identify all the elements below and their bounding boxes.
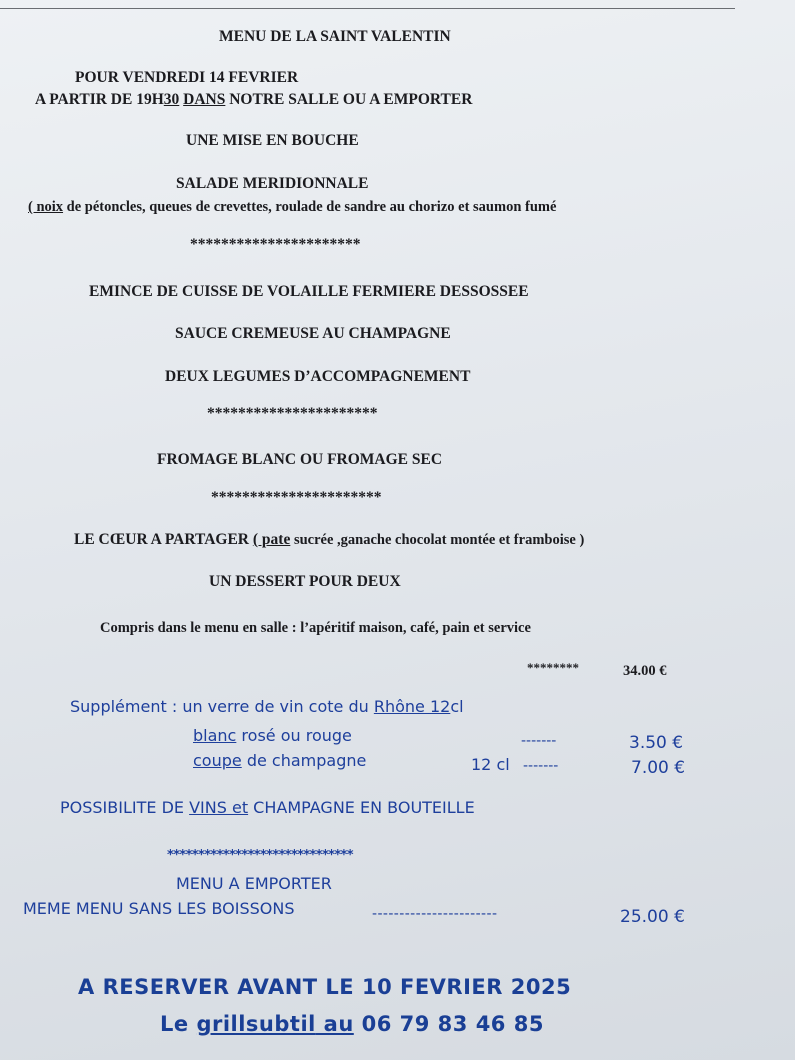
- main-course: EMINCE DE CUISSE DE VOLAILLE FERMIERE DESSOSSEE: [89, 283, 529, 300]
- time-line: A PARTIR DE 19H30 DANS NOTRE SALLE OU A EMPORTER: [35, 91, 473, 108]
- salad-title: SALADE MERIDIONNALE: [176, 175, 369, 192]
- contact-line: Le grillsubtil au 06 79 83 46 85: [160, 1012, 544, 1036]
- date-line: POUR VENDREDI 14 FEVRIER: [75, 69, 299, 86]
- takeaway-dashes: -----------------------: [372, 906, 498, 922]
- salad-description: ( noix de pétoncles, queues de crevettes, roulade de sandre au chorizo et saumon fumé: [28, 199, 557, 215]
- separator-2: **********************: [207, 405, 378, 422]
- takeaway-price: 25.00 €: [620, 907, 685, 927]
- supplement-line-2: blanc rosé ou rouge: [193, 726, 352, 745]
- dessert-line: LE CŒUR A PARTAGER ( pate sucrée ,ganache chocolat montée et framboise ): [74, 531, 585, 548]
- supplement-line-2-dashes: -------: [521, 733, 557, 749]
- supplement-line-3-price: 7.00 €: [631, 758, 686, 778]
- takeaway-description: MEME MENU SANS LES BOISSONS: [23, 899, 295, 918]
- takeaway-title: MENU A EMPORTER: [176, 874, 332, 893]
- menu-price: 34.00 €: [623, 663, 667, 679]
- supplement-line-3-dashes: -------: [523, 758, 559, 774]
- dessert-for-two: UN DESSERT POUR DEUX: [209, 573, 401, 590]
- supplement-line-1: Supplément : un verre de vin cote du Rhône 12cl: [70, 697, 464, 716]
- supplement-line-2-price: 3.50 €: [629, 733, 684, 753]
- separator-3: **********************: [211, 489, 382, 506]
- supplement-line-3: coupe de champagne: [193, 751, 367, 770]
- top-border-line: [0, 0, 735, 9]
- main-sauce: SAUCE CREMEUSE AU CHAMPAGNE: [175, 325, 451, 342]
- separator-1: **********************: [190, 236, 361, 253]
- wines-possibility: POSSIBILITE DE VINS et CHAMPAGNE EN BOUTEILLE: [60, 798, 475, 817]
- amuse-bouche: UNE MISE EN BOUCHE: [186, 132, 359, 149]
- included-items: Compris dans le menu en salle : l’apéritif maison, café, pain et service: [100, 620, 531, 636]
- main-vegetables: DEUX LEGUMES D’ACCOMPAGNEMENT: [165, 368, 471, 385]
- cheese-course: FROMAGE BLANC OU FROMAGE SEC: [157, 451, 443, 468]
- menu-title: MENU DE LA SAINT VALENTIN: [219, 28, 451, 45]
- separator-4: ******************************: [167, 848, 353, 863]
- supplement-line-3-qty: 12 cl: [471, 755, 510, 774]
- reservation-deadline: A RESERVER AVANT LE 10 FEVRIER 2025: [78, 975, 572, 999]
- price-stars: ********: [527, 660, 579, 675]
